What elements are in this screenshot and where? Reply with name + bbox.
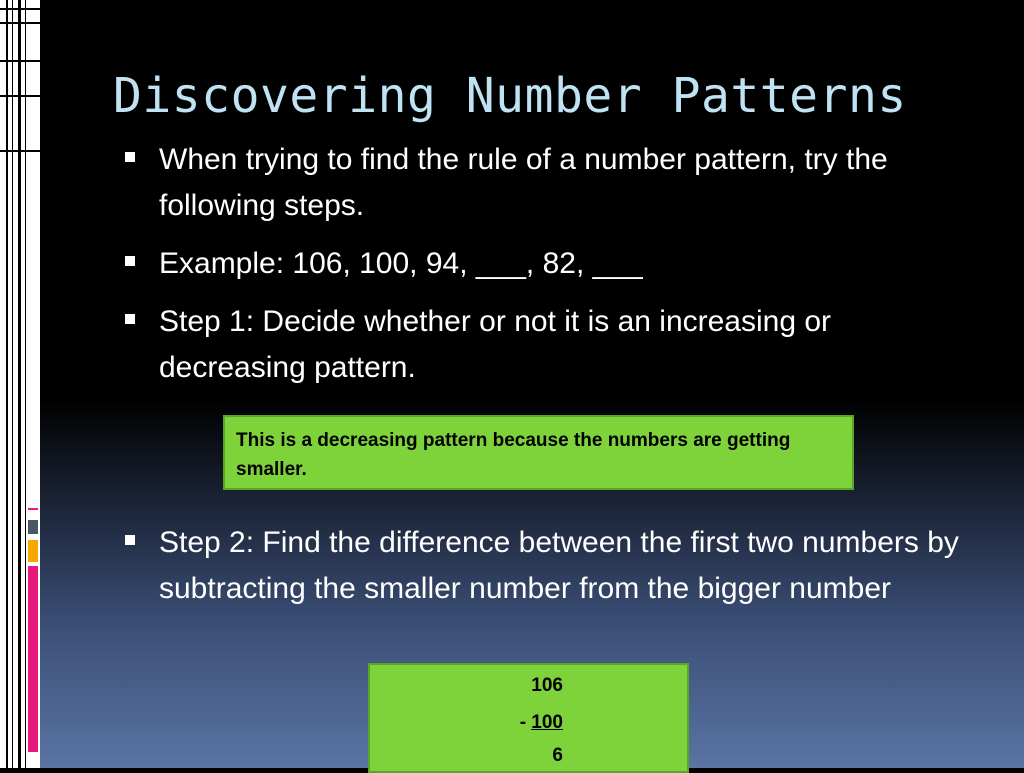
bullet-item — [125, 299, 975, 391]
bullet-text: Step 2: Find the difference between the first two numbers by subtracting the smaller number from the bigger number — [159, 526, 959, 605]
calc-minuend: 106 — [531, 675, 563, 696]
decreasing-pattern-callout — [223, 415, 854, 490]
calc-subtraction-line — [520, 712, 563, 734]
strip-tick — [0, 22, 40, 24]
bullet-square-icon — [125, 256, 135, 266]
subtraction-callout — [368, 663, 689, 773]
strip-line — [25, 0, 26, 768]
strip-tick — [0, 150, 40, 152]
calc-result: 6 — [552, 745, 563, 766]
bullet-item — [125, 241, 975, 287]
calc-operator: - — [519, 712, 532, 733]
bullet-text: Example: 106, 100, 94, ___, 82, ___ — [159, 247, 643, 280]
strip-line — [18, 0, 21, 768]
strip-line — [12, 0, 13, 768]
bullet-item — [125, 520, 975, 612]
accent-mark — [28, 540, 38, 562]
bullet-text: Step 1: Decide whether or not it is an increasing or decreasing pattern. — [159, 305, 832, 384]
bullet-list-bottom — [125, 520, 975, 612]
strip-tick — [0, 95, 40, 97]
bullet-square-icon — [125, 314, 135, 324]
strip-line — [6, 0, 8, 768]
slide-title: Discovering Number Patterns — [113, 68, 907, 124]
bullet-square-icon — [125, 535, 135, 545]
left-decorative-strip — [0, 0, 40, 768]
accent-bar — [28, 566, 38, 752]
strip-tick — [0, 8, 40, 10]
strip-tick — [0, 60, 40, 62]
callout-text: This is a decreasing pattern because the numbers are getting smaller. — [236, 430, 791, 480]
bullet-list-top — [125, 137, 975, 391]
bullet-square-icon — [125, 152, 135, 162]
bullet-text: When trying to find the rule of a number pattern, try the following steps. — [159, 143, 888, 222]
accent-mark — [28, 520, 38, 534]
calc-subtrahend: 100 — [531, 712, 563, 733]
bullet-item — [125, 137, 975, 229]
